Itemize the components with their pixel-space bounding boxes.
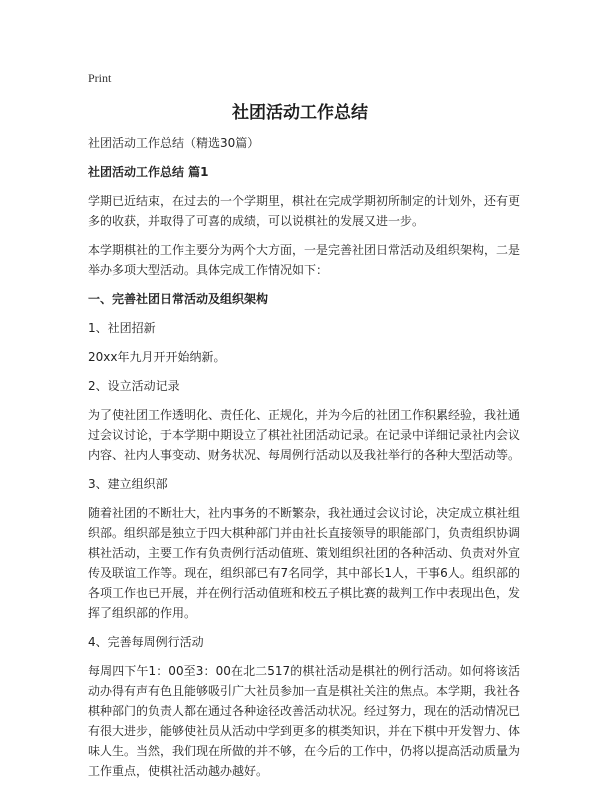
- intro-paragraph-1: 学期已近结束，在过去的一个学期里，棋社在完成学期初所制定的计划外，还有更多的收获，并取得了可喜的成绩，可以说棋社的发展又进一步。: [88, 194, 521, 228]
- item-4-text: 每周四下午1：00至3：00在北二517的棋社活动是棋社的例行活动。如何将该活动办得有声有色且能够吸引广大社员参加一直是棋社关注的焦点。本学期，我社各棋种部门的负责人都在通过各种途径改善活动状况。经过努力，现在的活动情况已有很大进步，能够使社员从活动中学到更多的棋类知识，并在下棋中开发智力、体味人生。当然，我们现在所做的并不够，在今后的工作中，仍将以提高活动质量为工作重点，使棋社活动越办越好。: [88, 664, 521, 778]
- intro-paragraph-2: 本学期棋社的工作主要分为两个大方面，一是完善社团日常活动及组织架构，二是举办多项大型活动。具体完成工作情况如下：: [88, 243, 521, 277]
- document-body: [88, 133, 520, 790]
- item-4-heading: 4、完善每周例行活动: [88, 635, 204, 649]
- item-2-heading: 2、设立活动记录: [88, 379, 180, 393]
- item-3-text: 随着社团的不断壮大，社内事务的不断繁杂，我社通过会议讨论，决定成立棋社组织部。组织部是独立于四大棋种部门并由社长直接领导的职能部门，负责组织协调棋社活动，主要工作有负责例行活动值班、策划组织社团的各种活动、负责对外宣传及联谊工作等。现在，组织部已有7名同学，其中部长1人，干事6人。组织部的各项工作也已开展，并在例行活动值班和校五子棋比赛的裁判工作中表现出色，发挥了组织部的作用。: [88, 506, 521, 620]
- item-1-text: 20xx年九月开开始纳新。: [88, 350, 226, 364]
- item-3-heading: 3、建立组织部: [88, 477, 168, 491]
- item-1-heading: 1、社团招新: [88, 321, 156, 335]
- section-1-heading: 一、完善社团日常活动及组织架构: [88, 292, 269, 306]
- print-label[interactable]: Print: [88, 71, 112, 85]
- document-subtitle: 社团活动工作总结（精选30篇）: [88, 136, 260, 150]
- part-title: 社团活动工作总结 篇1: [88, 165, 209, 179]
- item-2-text: 为了使社团工作透明化、责任化、正规化，并为今后的社团工作积累经验，我社通过会议讨论，于本学期中期设立了棋社社团活动记录。在记录中详细记录社内会议内容、社内人事变动、财务状况、每周例行活动以及我社举行的各种大型活动等。: [88, 408, 521, 462]
- document-title: 社团活动工作总结: [232, 103, 368, 123]
